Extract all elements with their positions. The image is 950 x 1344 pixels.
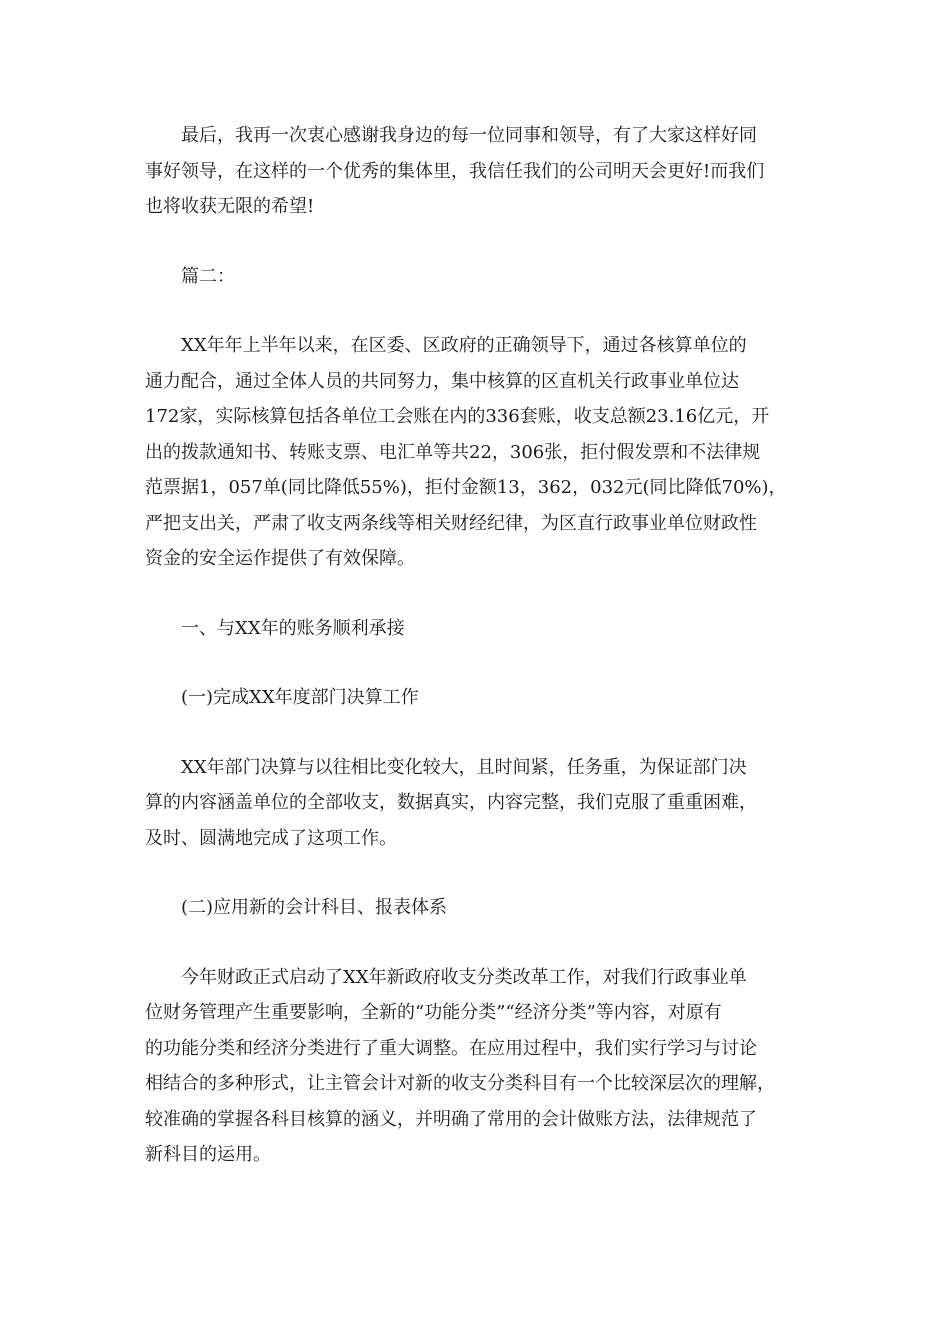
heading-section-one: 一、与XX年的账务顺利承接 [181, 617, 405, 639]
section-heading-part-two: 篇二： [181, 265, 235, 287]
paragraph-final-accounts: XX年部门决算与以往相比变化较大，且时间紧，任务重，为保证部门决 算的内容涵盖单位的全部收支，数据真实，内容完整，我们克服了重重困难， 及时、圆满地完成了这项工作。 [145, 756, 757, 849]
heading-subsection-one: (一)完成XX年度部门决算工作 [181, 687, 419, 708]
paragraph-half-year-summary: XX年年上半年以来，在区委、区政府的正确领导下，通过各核算单位的 通力配合，通过全体人员的共同努力，集中核算的区直机关行政事业单位达 172家，实际核算包括各单位工会账在内的336套账，收支总额23.16亿元，开 出的拨款通知书、转账支票、电汇单等共22，306张，拒付假发票和不法律规 范票据1，057单(同比降低55%)，拒付金额13，362，032元(同比降低70%)， 严把支出关，严肃了收支两条线等相关财经纪律，为区直行政事业单位财政性 资金的安全运作提供了有效保障。 [145, 335, 787, 569]
paragraph-new-subjects: 今年财政正式启动了XX年新政府收支分类改革工作，对我们行政事业单 位财务管理产生重要影响，全新的“功能分类”“经济分类”等内容，对原有 的功能分类和经济分类进行了重大调整。在应用过程中，我们实行学习与讨论 相结合的多种形式，让主管会计对新的收支分类科目有一个比较深层次的理解， 较准确的掌握各科目核算的涵义，并明确了常用的会计做账方法，法律规范了 新科目的运用。 [145, 966, 775, 1165]
heading-subsection-two: (二)应用新的会计科目、报表体系 [181, 897, 448, 918]
document-page [145, 118, 810, 1173]
paragraph-closing-thanks: 最后，我再一次衷心感谢我身边的每一位同事和领导，有了大家这样好同 事好领导，在这样的一个优秀的集体里，我信任我们的公司明天会更好!而我们 也将收获无限的希望! [145, 125, 765, 217]
